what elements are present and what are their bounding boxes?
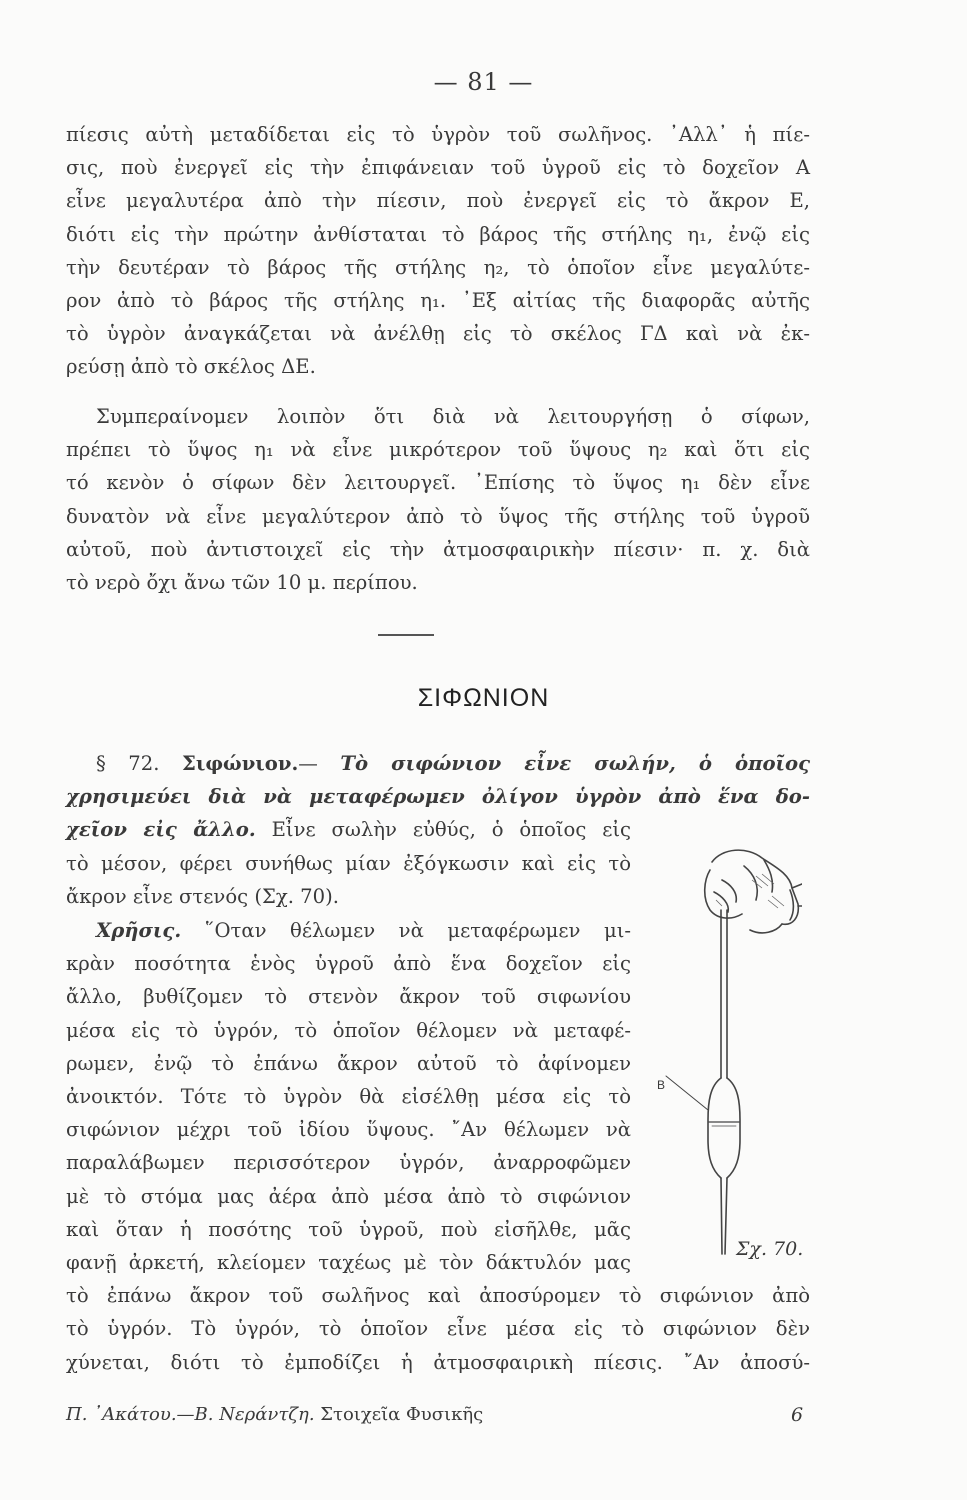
text-line: δυνατὸν νὰ εἶνε μεγαλύτερον ἀπὸ τὸ ὕψος τῆς στήλης τοῦ ὑγροῦ — [66, 504, 810, 528]
text-line: ρον ἀπὸ τὸ βάρος τῆς στήλης η₁. ᾿Εξ αἰτίας τῆς διαφορᾶς αὐτῆς — [66, 289, 810, 313]
signature-number: 6 — [791, 1404, 804, 1426]
pipette-illustration — [652, 840, 802, 1260]
definition-text: Τὸ σιφώνιον εἶνε σωλήν, ὁ ὁποῖος — [340, 752, 811, 775]
usage-paragraph — [66, 914, 631, 1246]
definition-text: χεῖον εἰς ἄλλο. — [66, 818, 256, 842]
usage-paragraph-continued — [66, 1246, 810, 1379]
text-line: ρεύσῃ ἀπὸ τὸ σκέλος ΔΕ. — [66, 355, 316, 379]
text-line: Συμπεραίνομεν λοιπὸν ὅτι διὰ νὰ λειτουργήσῃ ὁ σίφων, — [96, 405, 810, 428]
text-line: τὴν δευτέραν τὸ βάρος τῆς στήλης η₂, τὸ ὁποῖον εἶνε μεγαλύτε- — [66, 255, 810, 279]
text-line: τὸ ἐπάνω ἄκρον τοῦ σωλῆνος καὶ ἀποσύρομεν τὸ σιφώνιον ἀπὸ — [66, 1284, 810, 1308]
section-number: § 72. — [96, 752, 160, 775]
text-line: εἶνε μεγαλυτέρα ἀπὸ τὴν πίεσιν, ποὺ ἐνεργεῖ εἰς τὸ ἄκρον Ε, — [66, 189, 810, 213]
text-line: πρέπει τὸ ὕψος η₁ νὰ εἶνε μικρότερον τοῦ ὕψους η₂ καὶ ὅτι εἰς — [66, 438, 810, 462]
text-line: διότι εἰς τὴν πρώτην ἀνθίσταται τὸ βάρος τῆς στήλης η₁, ἐνῷ εἰς — [66, 222, 810, 246]
text-line — [66, 813, 631, 846]
text-line: τὸ ὑγρὸν ἀναγκάζεται νὰ ἀνέλθῃ εἰς τὸ σκέλος ΓΔ καὶ νὰ ἐκ- — [66, 322, 810, 346]
footer-authors: Π. ᾿Ακάτου.—Β. Νεράντζη. — [66, 1404, 315, 1425]
text-line: πίεσις αὐτὴ μεταδίδεται εἰς τὸ ὑγρὸν τοῦ σωλῆνος. ᾿Αλλ᾿ ἡ πίε- — [66, 123, 810, 146]
figure-label-b: Β — [657, 1078, 666, 1092]
section-heading: ΣΙΦΩΝΙΟΝ — [417, 684, 550, 712]
text-line: μὲ τὸ στόμα μας ἀέρα ἀπὸ μέσα ἀπὸ τὸ σιφώνιον — [66, 1184, 631, 1208]
text-line — [66, 747, 810, 780]
text-line: μέσα εἰς τὸ ὑγρόν, τὸ ὁποῖον θέλομεν νὰ μεταφέ- — [66, 1018, 631, 1042]
text-line: ἄλλο, βυθίζομεν τὸ στενὸν ἄκρον τοῦ σιφωνίου — [66, 985, 631, 1009]
text-line: τὸ νερὸ ὄχι ἄνω τῶν 10 μ. περίπου. — [66, 571, 418, 595]
page-footer — [66, 1404, 756, 1425]
text-line: ἄκρον εἶνε στενός (Σχ. 70). — [66, 884, 339, 908]
figure-caption: Σχ. 70. — [736, 1238, 804, 1260]
term-usage: Χρῆσις. — [96, 919, 182, 942]
text-run: Εἶνε σωλὴν εὐθύς, ὁ ὁποῖος εἰς — [271, 818, 631, 842]
text-line: ρωμεν, ἐνῷ τὸ ἐπάνω ἄκρον αὐτοῦ τὸ ἀφίνομεν — [66, 1051, 631, 1075]
dash: — — [298, 752, 318, 775]
text-line — [66, 914, 631, 947]
text-line: παραλάβωμεν περισσότερον ὑγρόν, ἀναρροφῶμεν — [66, 1151, 631, 1175]
paragraph-conclusion — [66, 400, 810, 599]
text-line: καὶ ὅταν ἡ ποσότης τοῦ ὑγροῦ, ποὺ εἰσῆλθε, μᾶς — [66, 1217, 631, 1241]
text-run: ῞Οταν θέλωμεν νὰ μεταφέρωμεν μι- — [204, 919, 631, 942]
divider-rule — [378, 634, 434, 636]
text-line: αὐτοῦ, ποὺ ἀντιστοιχεῖ εἰς τὴν ἀτμοσφαιρικὴν πίεσιν· π. χ. διὰ — [66, 537, 810, 561]
text-line: φανῇ ἀρκετή, κλείομεν ταχέως μὲ τὸν δάκτυλόν μας — [66, 1251, 631, 1274]
text-line: τὸ μέσον, φέρει συνήθως μίαν ἐξόγκωσιν καὶ εἰς τὸ — [66, 851, 631, 875]
text-line: ἀνοικτόν. Τότε τὸ ὑγρὸν θὰ εἰσέλθῃ μέσα εἰς τὸ — [66, 1085, 631, 1109]
text-line: σιφώνιον μέχρι τοῦ ἰδίου ὕψους. ῎Αν θέλωμεν νὰ — [66, 1118, 631, 1142]
text-line: χύνεται, διότι τὸ ἐμποδίζει ἡ ἀτμοσφαιρικὴ πίεσις. ῎Αν ἀποσύ- — [66, 1350, 810, 1374]
term-siphonion: Σιφώνιον. — [181, 752, 299, 775]
paragraph-continuation — [66, 118, 810, 384]
text-line: κρὰν ποσότητα ἑνὸς ὑγροῦ ἀπὸ ἕνα δοχεῖον εἰς — [66, 952, 631, 976]
page-number: — 81 — — [433, 68, 534, 96]
text-line: τό κενὸν ὁ σίφων δὲν λειτουργεῖ. ᾿Επίσης τὸ ὕψος η₁ δὲν εἶνε — [66, 471, 810, 495]
text-line: σις, ποὺ ἐνεργεῖ εἰς τὴν ἐπιφάνειαν τοῦ ὑγροῦ εἰς τὸ δοχεῖον Α — [66, 156, 810, 180]
text-line: τὸ ὑγρόν. Τὸ ὑγρόν, τὸ ὁποῖον εἶνε μέσα εἰς τὸ σιφώνιον δὲν — [66, 1317, 810, 1341]
footer-title: Στοιχεῖα Φυσικῆς — [320, 1404, 484, 1425]
text-line: χρησιμεύει διὰ νὰ μεταφέρωμεν ὀλίγον ὑγρὸν ἀπὸ ἕνα δο- — [66, 785, 810, 809]
